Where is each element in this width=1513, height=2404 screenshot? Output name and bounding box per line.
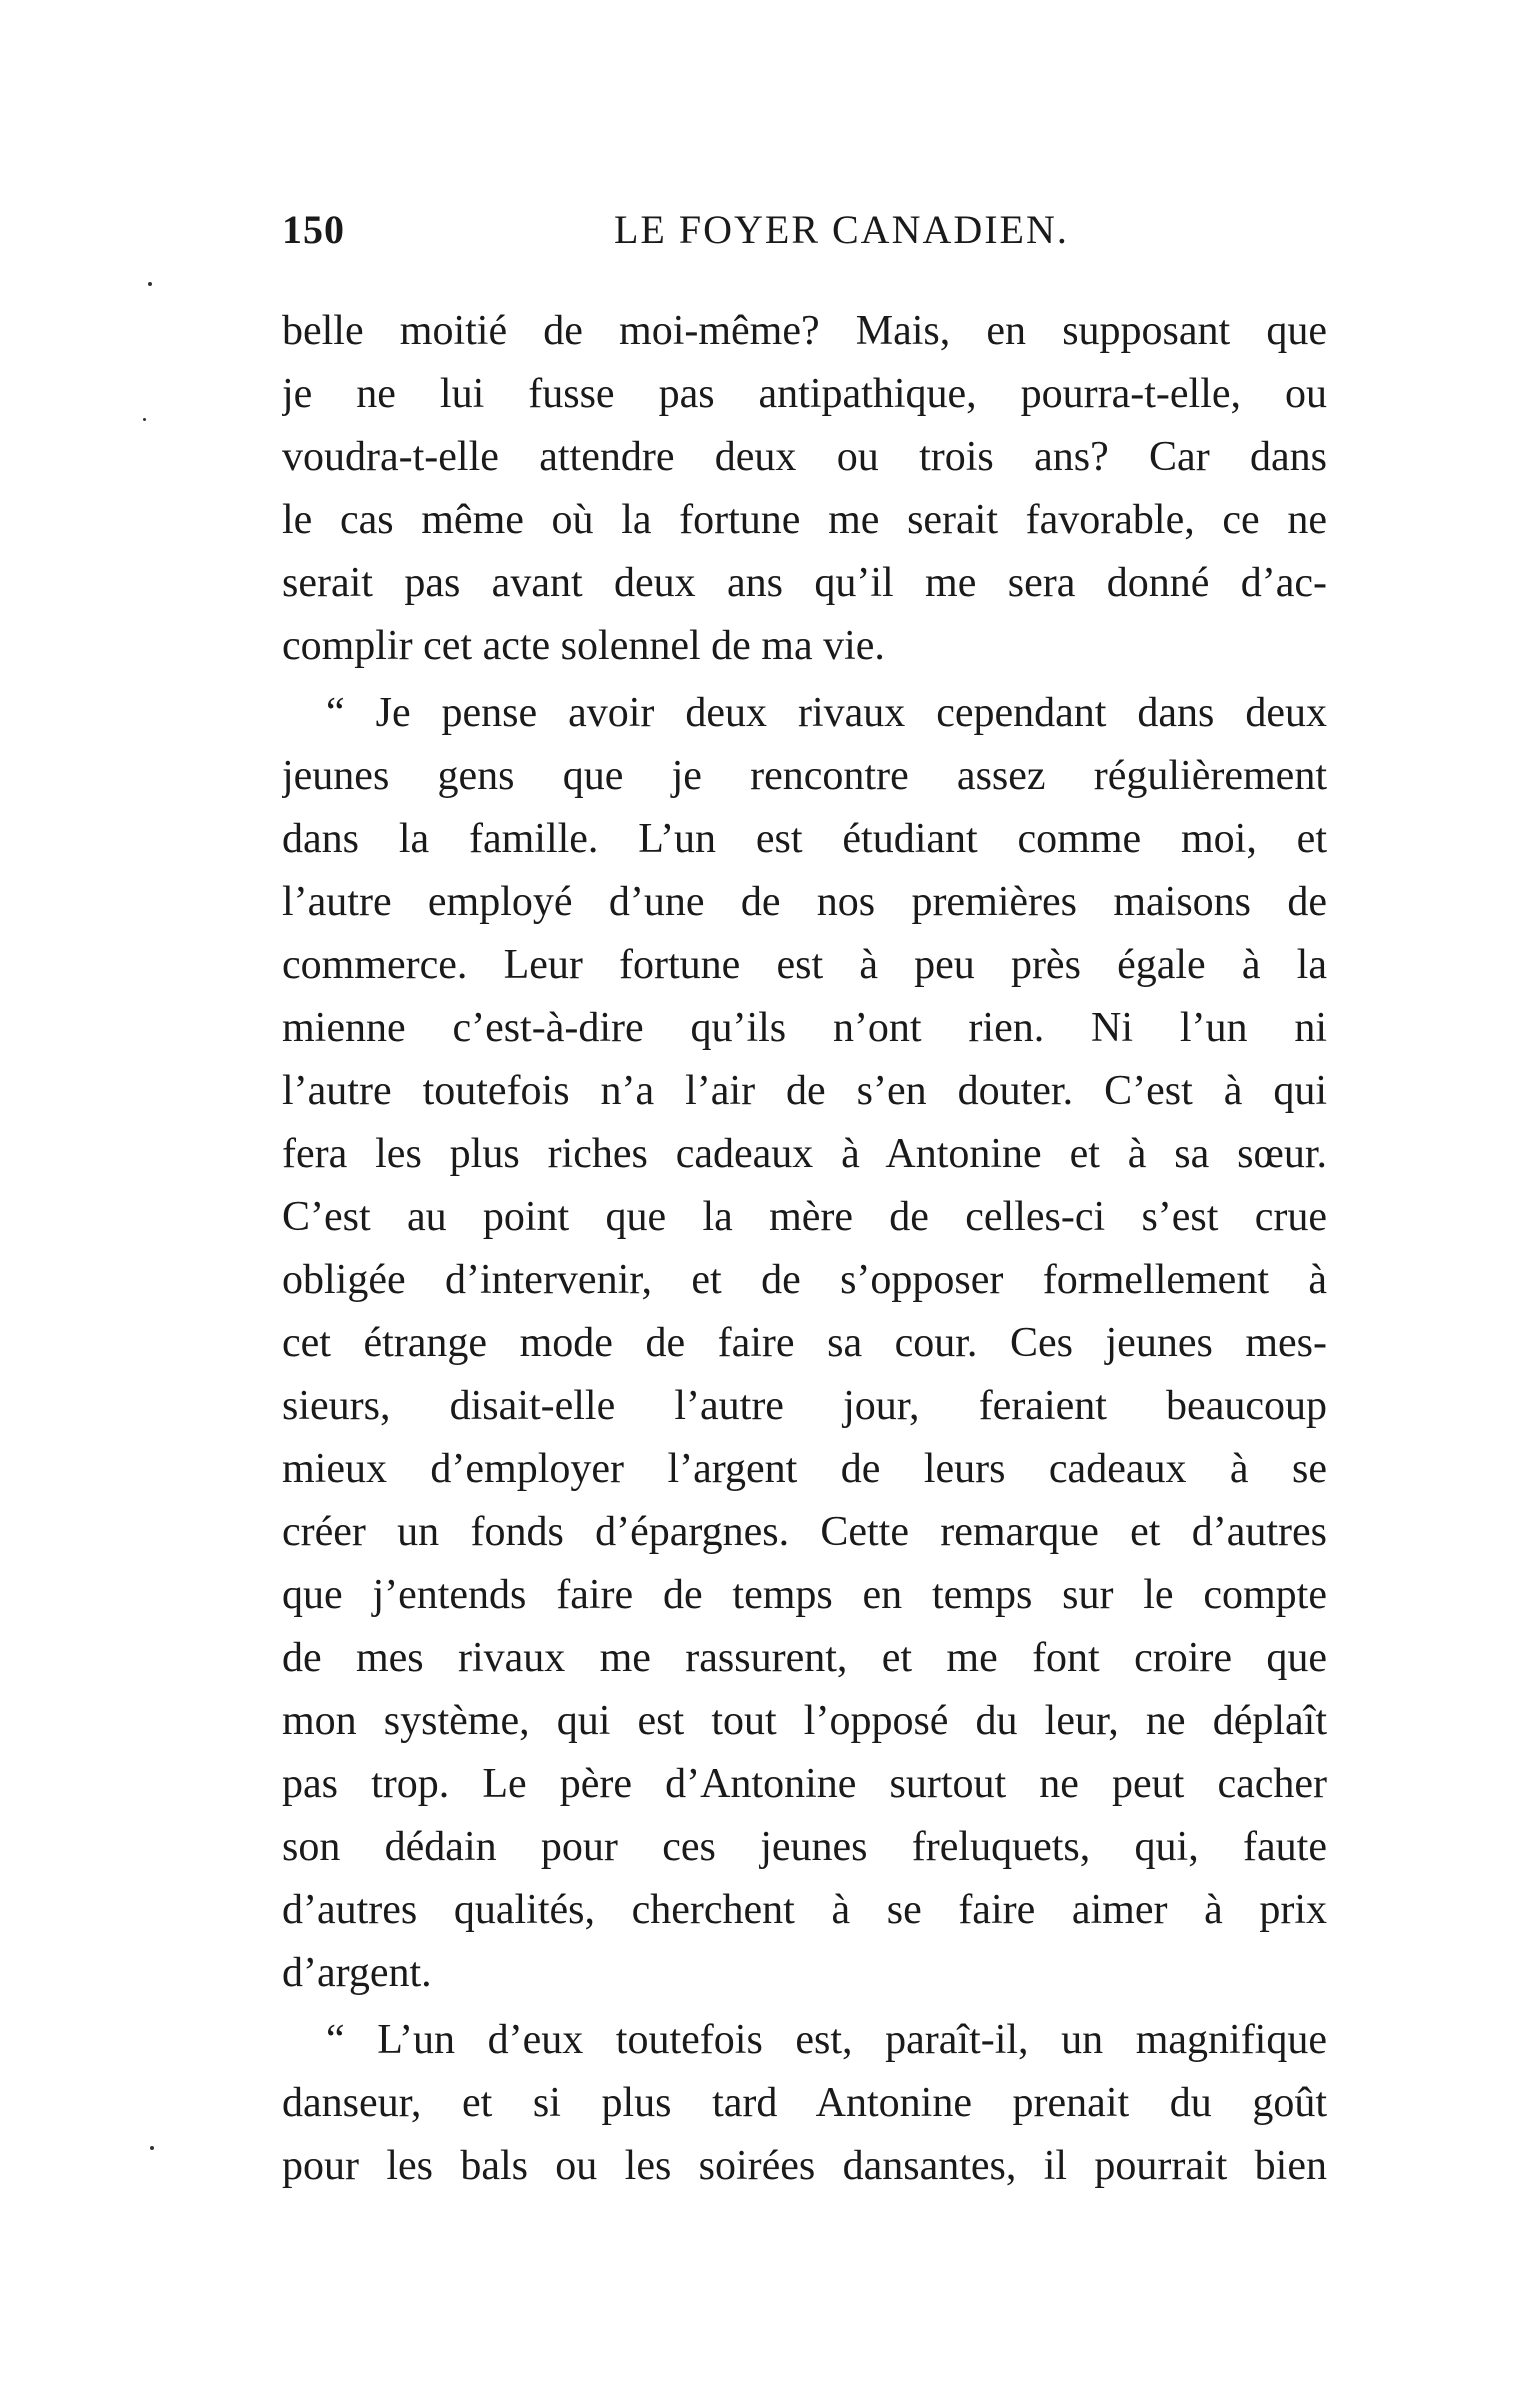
text-line: danseur, et si plus tard Antonine prenait du goût	[282, 2080, 1327, 2126]
page-number: 150	[282, 207, 345, 252]
text-line: créer un fonds d’épargnes. Cette remarque et d’autres	[282, 1509, 1327, 1555]
text-line: de mes rivaux me rassurent, et me font croire que	[282, 1635, 1327, 1681]
text-line: “ L’un d’eux toutefois est, paraît-il, un magnifique	[326, 2017, 1327, 2063]
scan-speck	[148, 282, 152, 286]
text-line: C’est au point que la mère de celles-ci s’est crue	[282, 1194, 1327, 1240]
text-line: mon système, qui est tout l’opposé du leur, ne déplaît	[282, 1698, 1327, 1744]
text-line: commerce. Leur fortune est à peu près égale à la	[282, 942, 1327, 988]
body-text	[282, 300, 1327, 2198]
running-title: LE FOYER CANADIEN.	[614, 207, 1069, 252]
text-line: sieurs, disait-elle l’autre jour, feraient beaucoup	[282, 1383, 1327, 1429]
text-line: voudra-t-elle attendre deux ou trois ans? Car dans	[282, 434, 1327, 480]
text-line: complir cet acte solennel de ma vie.	[282, 623, 885, 669]
text-line: “ Je pense avoir deux rivaux cependant dans deux	[326, 690, 1327, 736]
text-line: mieux d’employer l’argent de leurs cadeaux à se	[282, 1446, 1327, 1492]
text-line: serait pas avant deux ans qu’il me sera donné d’ac-	[282, 560, 1327, 606]
text-line: pas trop. Le père d’Antonine surtout ne peut cacher	[282, 1761, 1327, 1807]
text-line: dans la famille. L’un est étudiant comme moi, et	[282, 816, 1327, 862]
text-line: cet étrange mode de faire sa cour. Ces jeunes mes-	[282, 1320, 1327, 1366]
text-line: pour les bals ou les soirées dansantes, il pourrait bien	[282, 2143, 1327, 2189]
paragraph	[282, 682, 1327, 2005]
text-line: l’autre toutefois n’a l’air de s’en douter. C’est à qui	[282, 1068, 1327, 1114]
text-line: jeunes gens que je rencontre assez régulièrement	[282, 753, 1327, 799]
text-line: le cas même où la fortune me serait favorable, ce ne	[282, 497, 1327, 543]
text-line: je ne lui fusse pas antipathique, pourra-t-elle, ou	[282, 371, 1327, 417]
text-line: belle moitié de moi-même? Mais, en supposant que	[282, 308, 1327, 354]
text-line: d’argent.	[282, 1950, 432, 1996]
text-line: d’autres qualités, cherchent à se faire aimer à prix	[282, 1887, 1327, 1933]
text-line: son dédain pour ces jeunes freluquets, qui, faute	[282, 1824, 1327, 1870]
text-line: obligée d’intervenir, et de s’opposer formellement à	[282, 1257, 1327, 1303]
paragraph	[282, 2009, 1327, 2198]
scan-speck	[150, 2146, 154, 2150]
running-head	[282, 200, 1327, 260]
text-line: l’autre employé d’une de nos premières maisons de	[282, 879, 1327, 925]
paragraph	[282, 300, 1327, 678]
scan-speck	[143, 418, 146, 421]
text-line: que j’entends faire de temps en temps sur le compte	[282, 1572, 1327, 1618]
text-line: fera les plus riches cadeaux à Antonine et à sa sœur.	[282, 1131, 1327, 1177]
text-line: mienne c’est-à-dire qu’ils n’ont rien. Ni l’un ni	[282, 1005, 1327, 1051]
